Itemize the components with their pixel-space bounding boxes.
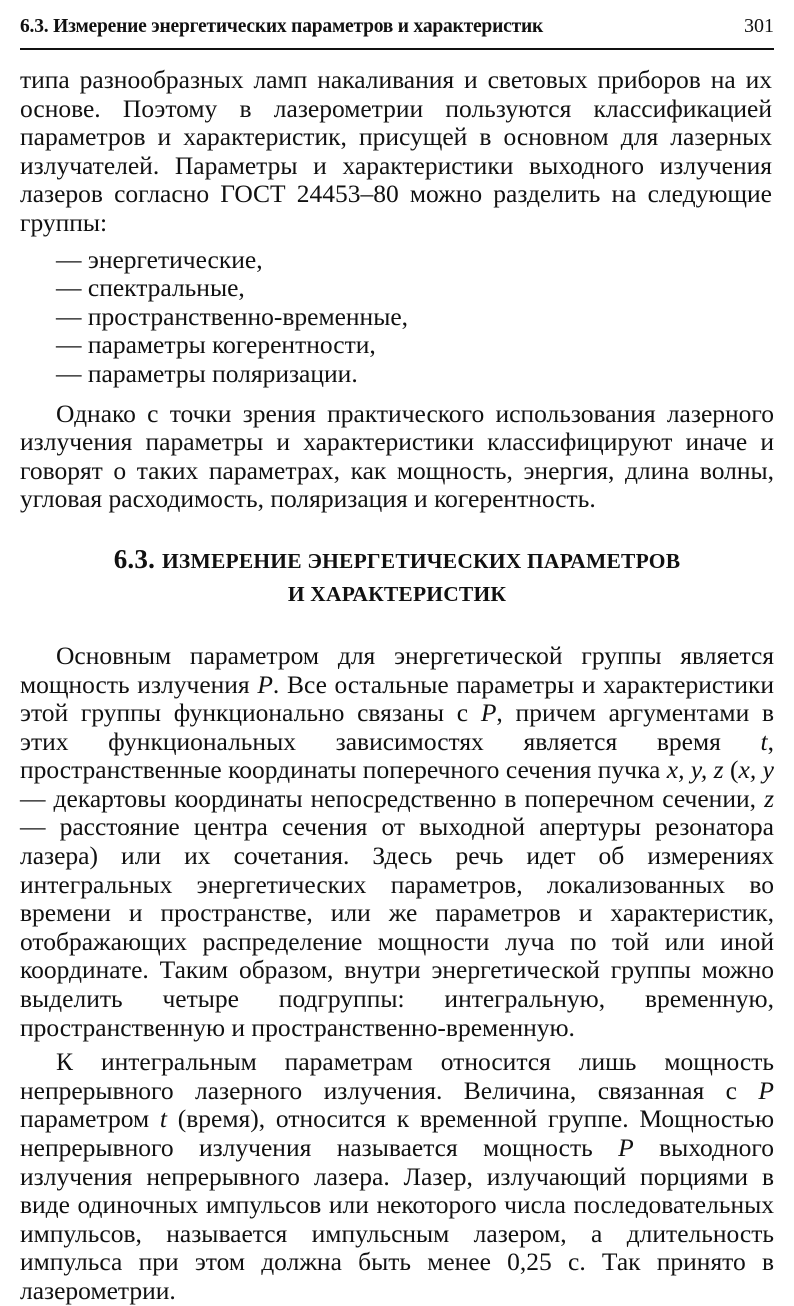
running-head	[20, 0, 774, 50]
section-heading	[20, 544, 774, 610]
list-item: — параметры когерентности,	[56, 330, 376, 360]
section-body	[20, 642, 774, 1306]
intro-paragraph: типа разнообразных ламп накаливания и световых приборов на их основе. Поэтому в лазерометрии пользуются классификацией параметров и характеристик, присущей в основном для лазерных излучателей. Параметры и характеристики выходного излучения лазеров согласно ГОСТ 24453–80 можно разделить на следующие группы:	[20, 65, 772, 237]
running-head-title: 6.3. Измерение энергетических параметров и характеристик	[20, 16, 544, 37]
text-run: — расстояние центра сечения от выходной апертуры резонатора лазера) или их сочетания. Здесь речь идет об измерениях интегральных энергетических параметров, локализованных во времени и пространстве, или же параметров и характеристик, отображающих распределение мощности луча по той или иной координате. Таким образом, внутри энергетической группы можно выделить четыре подгруппы: интегральную, временную, пространственную и пространственно-временную.	[20, 812, 774, 1042]
parameter-groups-list	[20, 246, 774, 389]
section-paragraph-2	[20, 1048, 774, 1305]
text-run: выходного излучения непрерывного лазера. Лазер, излучающий порциями в виде одиночных импульсов или некоторого числа последовательных импульсов, называется импульсным лазером, а длительность импульса при этом должна быть менее 0,25 с. Так принято в лазерометрии.	[20, 1133, 774, 1305]
symbol-P: P	[758, 1075, 774, 1105]
symbol-P: P	[257, 669, 273, 699]
text-run: Основным параметром для энергетической группы является мощность излучения	[20, 640, 774, 699]
symbol-xyz: x, y, z	[666, 755, 724, 785]
page-number: 301	[744, 15, 774, 37]
book-page	[20, 0, 774, 1306]
text-run: параметром	[20, 1104, 160, 1134]
section-heading-line2: И ХАРАКТЕРИСТИК	[287, 581, 507, 606]
text-run: (	[723, 755, 739, 785]
section-heading-line1: ИЗМЕРЕНИЕ ЭНЕРГЕТИЧЕСКИХ ПАРАМЕТРОВ	[162, 548, 681, 573]
section-paragraph-1	[20, 642, 774, 1042]
symbol-xy: x, y	[738, 755, 774, 785]
symbol-z: z	[764, 783, 774, 813]
list-item: — спектральные,	[56, 273, 245, 303]
text-run: К интегральным параметрам относится лишь мощность непрерывного лазерного излучения. Величина, связанная с	[20, 1047, 774, 1105]
body-text-2	[20, 400, 774, 514]
text-run: . Все остальные параметры и характеристики этой группы функционально связаны с	[20, 669, 774, 728]
symbol-P: P	[618, 1133, 634, 1162]
text-run: (время), относится к временной группе. Мощностью непрерывного излучения называется мощность	[20, 1104, 774, 1162]
body-text	[20, 66, 774, 238]
symbol-t: t	[760, 726, 768, 756]
section-number: 6.3.	[113, 543, 156, 574]
list-item: — параметры поляризации.	[56, 358, 358, 388]
symbol-t: t	[159, 1104, 167, 1134]
paragraph-after-list: Однако с точки зрения практического использования лазерного излучения параметры и характеристики классифицируют иначе и говорят о таких параметрах, как мощность, энергия, длина волны, угловая расходимость, поляризация и когерентность.	[20, 398, 774, 514]
list-item: — пространственно-временные,	[56, 301, 409, 331]
list-item: — энергетические,	[56, 244, 263, 274]
text-run: , пространственные координаты поперечного сечения пучка	[20, 726, 774, 785]
text-run: , причем аргументами в этих функциональных зависимостях является время	[20, 698, 775, 756]
symbol-P: P	[480, 698, 497, 728]
text-run: — декартовы координаты непосредственно в поперечном сечении,	[20, 783, 765, 813]
